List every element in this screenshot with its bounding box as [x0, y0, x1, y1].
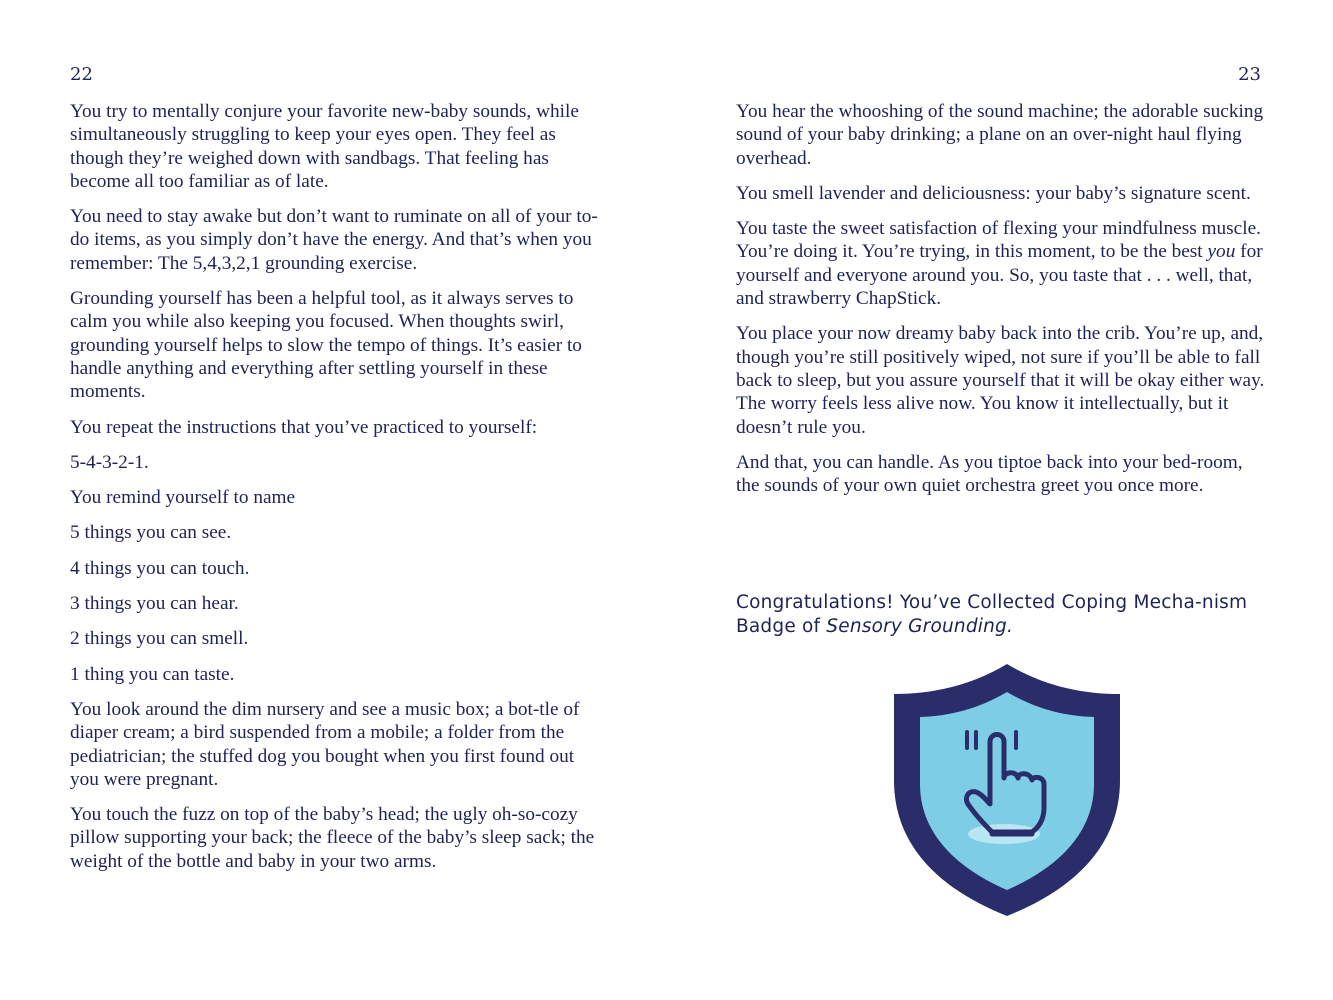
text-run: for yourself and everyone around you. So, you taste that . . . well, that, and strawberry ChapStick. [736, 241, 1263, 310]
list-item: 2 things you can smell. [70, 628, 249, 650]
badge-title-prefix: Congratulations! You’ve Collected Coping Mecha-nism Badge of [736, 592, 1248, 637]
paragraph: You look around the dim nursery and see a music box; a bot-tle of diaper cream; a bird suspended from a mobile; a folder from the pediatrician; the stuffed dog you bought when you first found out you were pregnant. [70, 698, 580, 790]
list-item: 1 thing you can taste. [70, 663, 235, 685]
right-page [666, 0, 1333, 1000]
left-page [0, 0, 666, 1000]
paragraph: 5-4-3-2-1. [70, 451, 149, 473]
paragraph: You place your now dreamy baby back into the crib. You’re up, and, though you’re still positively wiped, not sure if you’ll be able to fall back to sleep, but you assure yourself that it will be okay either way. The worry feels less alive now. You know it intellectually, but it doesn’t rule you. [736, 323, 1265, 438]
list-item: 3 things you can hear. [70, 593, 239, 615]
paragraph [736, 217, 1266, 310]
paragraph: Grounding yourself has been a helpful tool, as it always serves to calm you while also keeping you focused. When thoughts swirl, grounding yourself helps to slow the tempo of things. It’s easier to handle anything and everything after settling yourself in these moments. [70, 288, 582, 403]
shield-pointing-hand-icon [892, 662, 1122, 918]
page-number-left: 22 [70, 64, 93, 85]
badge-title [736, 591, 1266, 638]
page-number-right: 23 [1238, 64, 1261, 85]
emphasis: you [1207, 241, 1236, 263]
badge-name: Sensory Grounding. [826, 615, 1014, 637]
text-run: You taste the sweet satisfaction of flexing your mindfulness muscle. You’re doing it. You’re trying, in this moment, to be the best [736, 218, 1261, 263]
list-item: 4 things you can touch. [70, 557, 250, 579]
paragraph: You remind yourself to name [70, 487, 296, 509]
right-page-body [736, 100, 1266, 509]
paragraph: You repeat the instructions that you’ve practiced to yourself: [70, 416, 538, 438]
list-item: 5 things you can see. [70, 522, 232, 544]
left-page-body [70, 100, 600, 885]
paragraph: You hear the whooshing of the sound machine; the adorable sucking sound of your baby drinking; a plane on an over-night haul flying overhead. [736, 101, 1264, 169]
paragraph: You try to mentally conjure your favorite new-baby sounds, while simultaneously struggling to keep your eyes open. They feel as though they’re weighed down with sandbags. That feeling has become all too familiar as of late. [70, 101, 579, 192]
paragraph: You touch the fuzz on top of the baby’s head; the ugly oh-so-cozy pillow supporting your back; the fleece of the baby’s sleep sack; the weight of the bottle and baby in your two arms. [70, 804, 595, 872]
paragraph: And that, you can handle. As you tiptoe back into your bed-room, the sounds of your own quiet orchestra greet you once more. [736, 451, 1243, 497]
paragraph: You need to stay awake but don’t want to ruminate on all of your to-do items, as you simply don’t have the energy. And that’s when you remember: The 5,4,3,2,1 grounding exercise. [70, 206, 598, 274]
paragraph: You smell lavender and deliciousness: your baby’s signature scent. [736, 182, 1251, 204]
